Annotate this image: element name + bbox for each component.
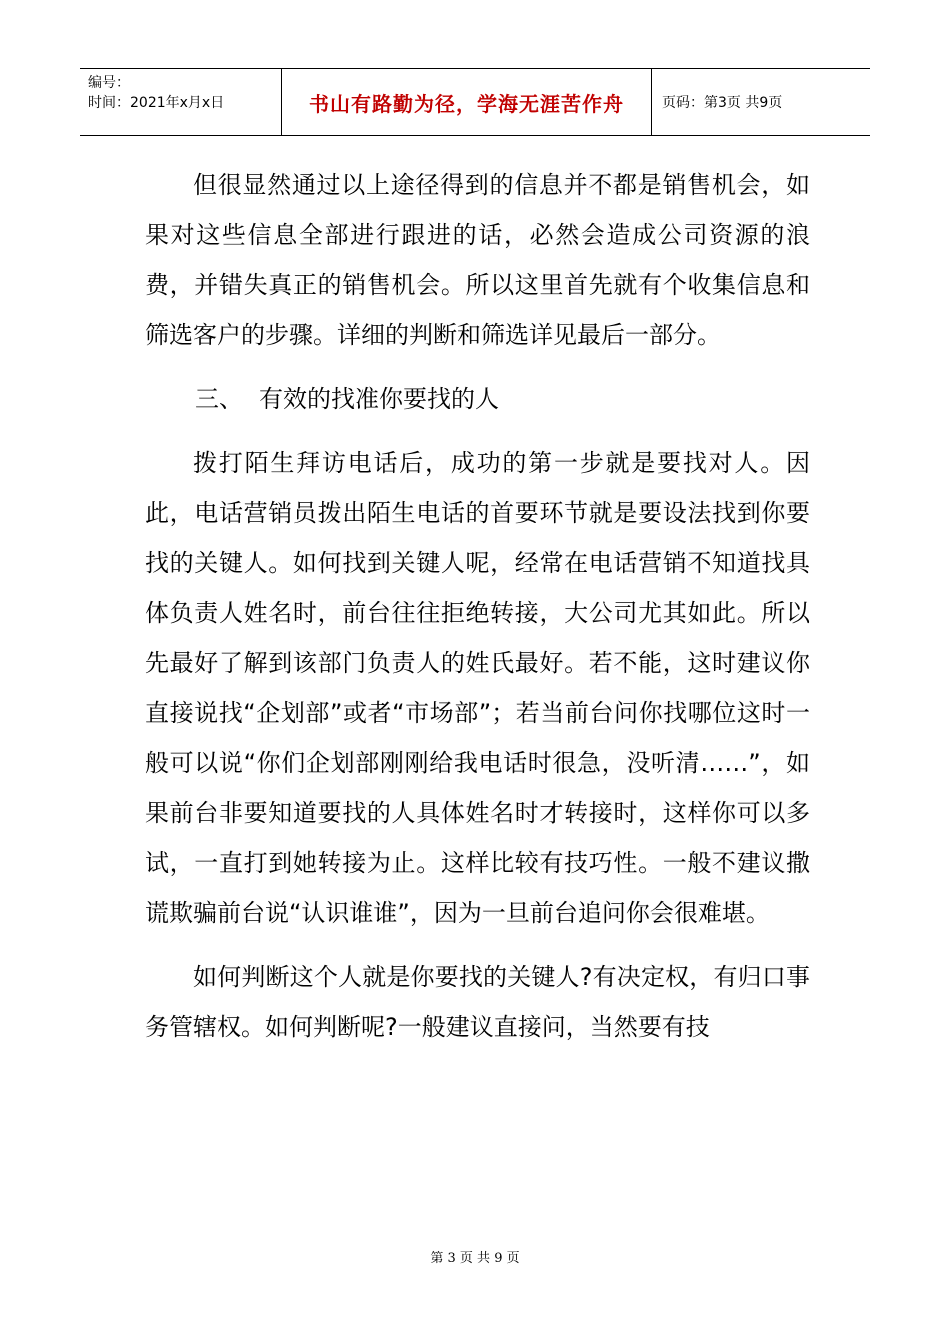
section-number: 三、 — [195, 385, 243, 413]
header-page-code: 页码：第3页 共9页 — [662, 95, 783, 111]
section-heading — [145, 374, 810, 424]
body-paragraph-2: 拨打陌生拜访电话后，成功的第一步就是要找对人。因此，电话营销员拨出陌生电话的首要环节就是要设法找到你要找的关键人。如何找到关键人呢，经常在电话营销不知道找具体负责人姓名时，前台往往拒绝转接，大公司尤其如此。所以先最好了解到该部门负责人的姓氏最好。若不能，这时建议你直接说找“企划部”或者“市场部”；若当前台问你找哪位这时一般可以说“你们企划部刚刚给我电话时很急，没听清……”，如果前台非要知道要找的人具体姓名时才转接时，这样你可以多试，一直打到她转接为止。这样比较有技巧性。一般不建议撒谎欺骗前台说“认识谁谁”，因为一旦前台追问你会很难堪。 — [145, 449, 810, 927]
page-footer: 第 3 页 共 9 页 — [430, 1251, 520, 1266]
body-paragraph-3: 如何判断这个人就是你要找的关键人?有决定权，有归口事务管辖权。如何判断呢?一般建议直接问，当然要有技 — [145, 963, 810, 1041]
header-motto: 书山有路勤为径，学海无涯苦作舟 — [282, 69, 652, 135]
document-number-label: 编号： — [88, 75, 130, 91]
body-paragraph-1: 但很显然通过以上途径得到的信息并不都是销售机会，如果对这些信息全部进行跟进的话，必然会造成公司资源的浪费，并错失真正的销售机会。所以这里首先就有个收集信息和筛选客户的步骤。详细的判断和筛选详见最后一部分。 — [145, 171, 810, 349]
document-body — [145, 160, 810, 1066]
page-header — [80, 68, 870, 136]
header-info-cell — [80, 69, 282, 135]
section-title: 有效的找准你要找的人 — [259, 385, 499, 413]
document-time-label: 时间：2021年x月x日 — [88, 95, 225, 111]
